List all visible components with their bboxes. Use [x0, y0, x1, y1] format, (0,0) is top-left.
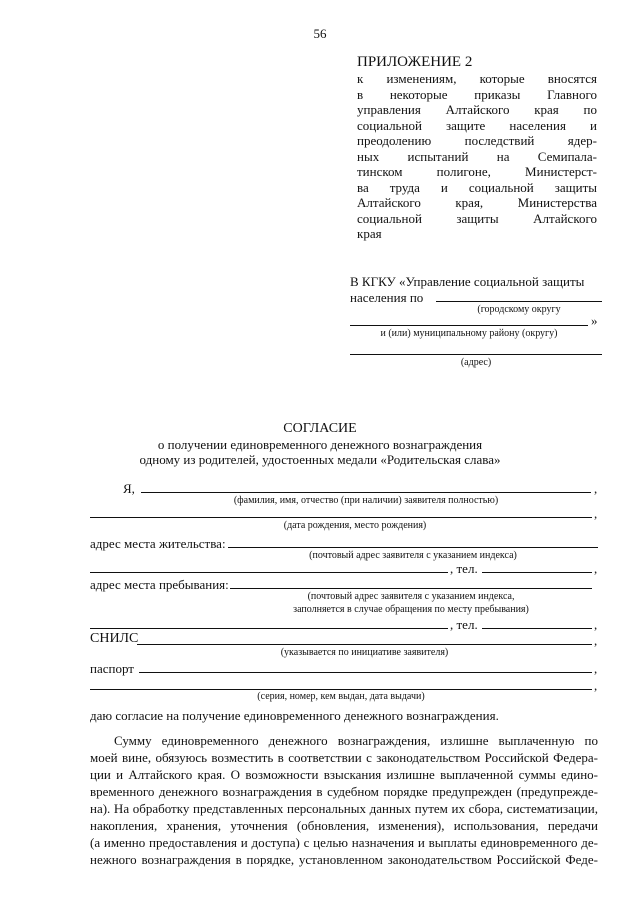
label-snils: СНИЛС	[90, 631, 139, 646]
paragraph-line: (а именно предоставления и доступа) с целью назначения и выплаты единовременного де-	[90, 835, 598, 850]
label-phone: , тел.	[450, 561, 478, 576]
caption-residence: (почтовый адрес заявителя с указанием индекса)	[309, 550, 517, 561]
paragraph-line: моей вине, обязуюсь возместить в соответствии с законодательством Российской Федера-	[90, 750, 598, 765]
passport-field[interactable]	[139, 672, 592, 673]
appendix-line: тинском полигоне, Министерст-	[357, 164, 597, 179]
document-subtitle-2: одному из родителей, удостоенных медали «Родительская слава»	[139, 452, 501, 467]
appendix-line: Алтайского края, Министерства	[357, 195, 597, 210]
comma: ,	[594, 678, 598, 693]
caption-fio: (фамилия, имя, отчество (при наличии) заявителя полностью)	[233, 495, 499, 506]
comma: ,	[594, 661, 598, 676]
caption-passport: (серия, номер, кем выдан, дата выдачи)	[257, 691, 425, 702]
appendix-line: управления Алтайского края по	[357, 102, 597, 117]
comma: ,	[594, 617, 598, 632]
residence-address-field-2[interactable]	[90, 572, 448, 573]
phone-field-stay[interactable]	[482, 628, 592, 629]
document-subtitle-1: о получении единовременного денежного вознаграждения	[157, 437, 483, 452]
paragraph-line: временного денежного вознаграждения в судебном порядке предупрежден (предупрежде-	[90, 784, 598, 799]
residence-address-field[interactable]	[228, 547, 598, 548]
caption-birth: (дата рождения, место рождения)	[283, 520, 427, 531]
address-field[interactable]	[350, 354, 602, 355]
label-i: Я,	[123, 481, 135, 496]
paragraph-line: Сумму единовременного денежного вознаграждения, излишне выплаченную по	[114, 733, 598, 748]
phone-field-residence[interactable]	[482, 572, 592, 573]
closing-quote: »	[591, 313, 598, 328]
caption-stay-2: заполняется в случае обращения по месту пребывания)	[293, 604, 529, 615]
appendix-line: в некоторые приказы Главного	[357, 86, 597, 102]
addressee-line-2: населения по	[350, 290, 424, 305]
comma: ,	[594, 633, 598, 648]
paragraph-line: ции и Алтайского края. О возможности взыскания излишне выплаченной суммы едино-	[90, 767, 598, 782]
label-stay-address: адрес места пребывания:	[90, 577, 229, 592]
page-number: 56	[313, 26, 327, 41]
appendix-line: социальной защите населения и	[357, 117, 597, 133]
municipal-district-field[interactable]	[350, 325, 588, 326]
appendix-line: социальной защиты Алтайского	[357, 210, 597, 226]
appendix-line: края	[357, 226, 382, 241]
paragraph-line: на). На обработку представленных персональных данных путем их сбора, систематизации,	[90, 801, 598, 816]
appendix-line: преодолению последствий ядер-	[357, 133, 597, 148]
fio-field[interactable]	[141, 492, 591, 493]
caption-stay-1: (почтовый адрес заявителя с указанием индекса,	[307, 591, 515, 602]
stay-address-field-2[interactable]	[90, 628, 448, 629]
consent-statement: даю согласие на получение единовременного денежного вознаграждения.	[90, 708, 499, 723]
city-district-field[interactable]	[436, 301, 602, 302]
passport-field-2[interactable]	[90, 689, 592, 690]
caption-municipal-district: и (или) муниципальному району (округу)	[380, 328, 558, 339]
caption-snils: (указывается по инициативе заявителя)	[280, 647, 449, 658]
birth-field[interactable]	[90, 517, 592, 518]
document-title: СОГЛАСИЕ	[283, 421, 357, 436]
appendix-line: ных испытаний на Семипала-	[357, 148, 597, 164]
stay-address-field[interactable]	[230, 588, 592, 589]
label-phone: , тел.	[450, 617, 478, 632]
comma: ,	[594, 506, 598, 521]
caption-address: (адрес)	[460, 357, 492, 368]
label-residence-address: адрес места жительства:	[90, 536, 226, 551]
appendix-title: ПРИЛОЖЕНИЕ 2	[357, 54, 473, 70]
snils-field[interactable]	[137, 644, 592, 645]
comma: ,	[594, 561, 598, 576]
caption-city-district: (городскому округу	[477, 304, 561, 315]
paragraph-line: накопления, хранения, уточнения (обновления, изменения), использования, передачи	[90, 818, 598, 833]
label-passport: паспорт	[90, 661, 134, 676]
comma: ,	[594, 481, 598, 496]
appendix-line: к изменениям, которые вносятся	[357, 71, 597, 86]
appendix-line: ва труда и социальной защиты	[357, 179, 597, 195]
paragraph-line: нежного вознаграждения в порядке, установленном законодательством Российской Феде-	[90, 852, 598, 867]
addressee-line-1: В КГКУ «Управление социальной защиты	[350, 274, 585, 289]
